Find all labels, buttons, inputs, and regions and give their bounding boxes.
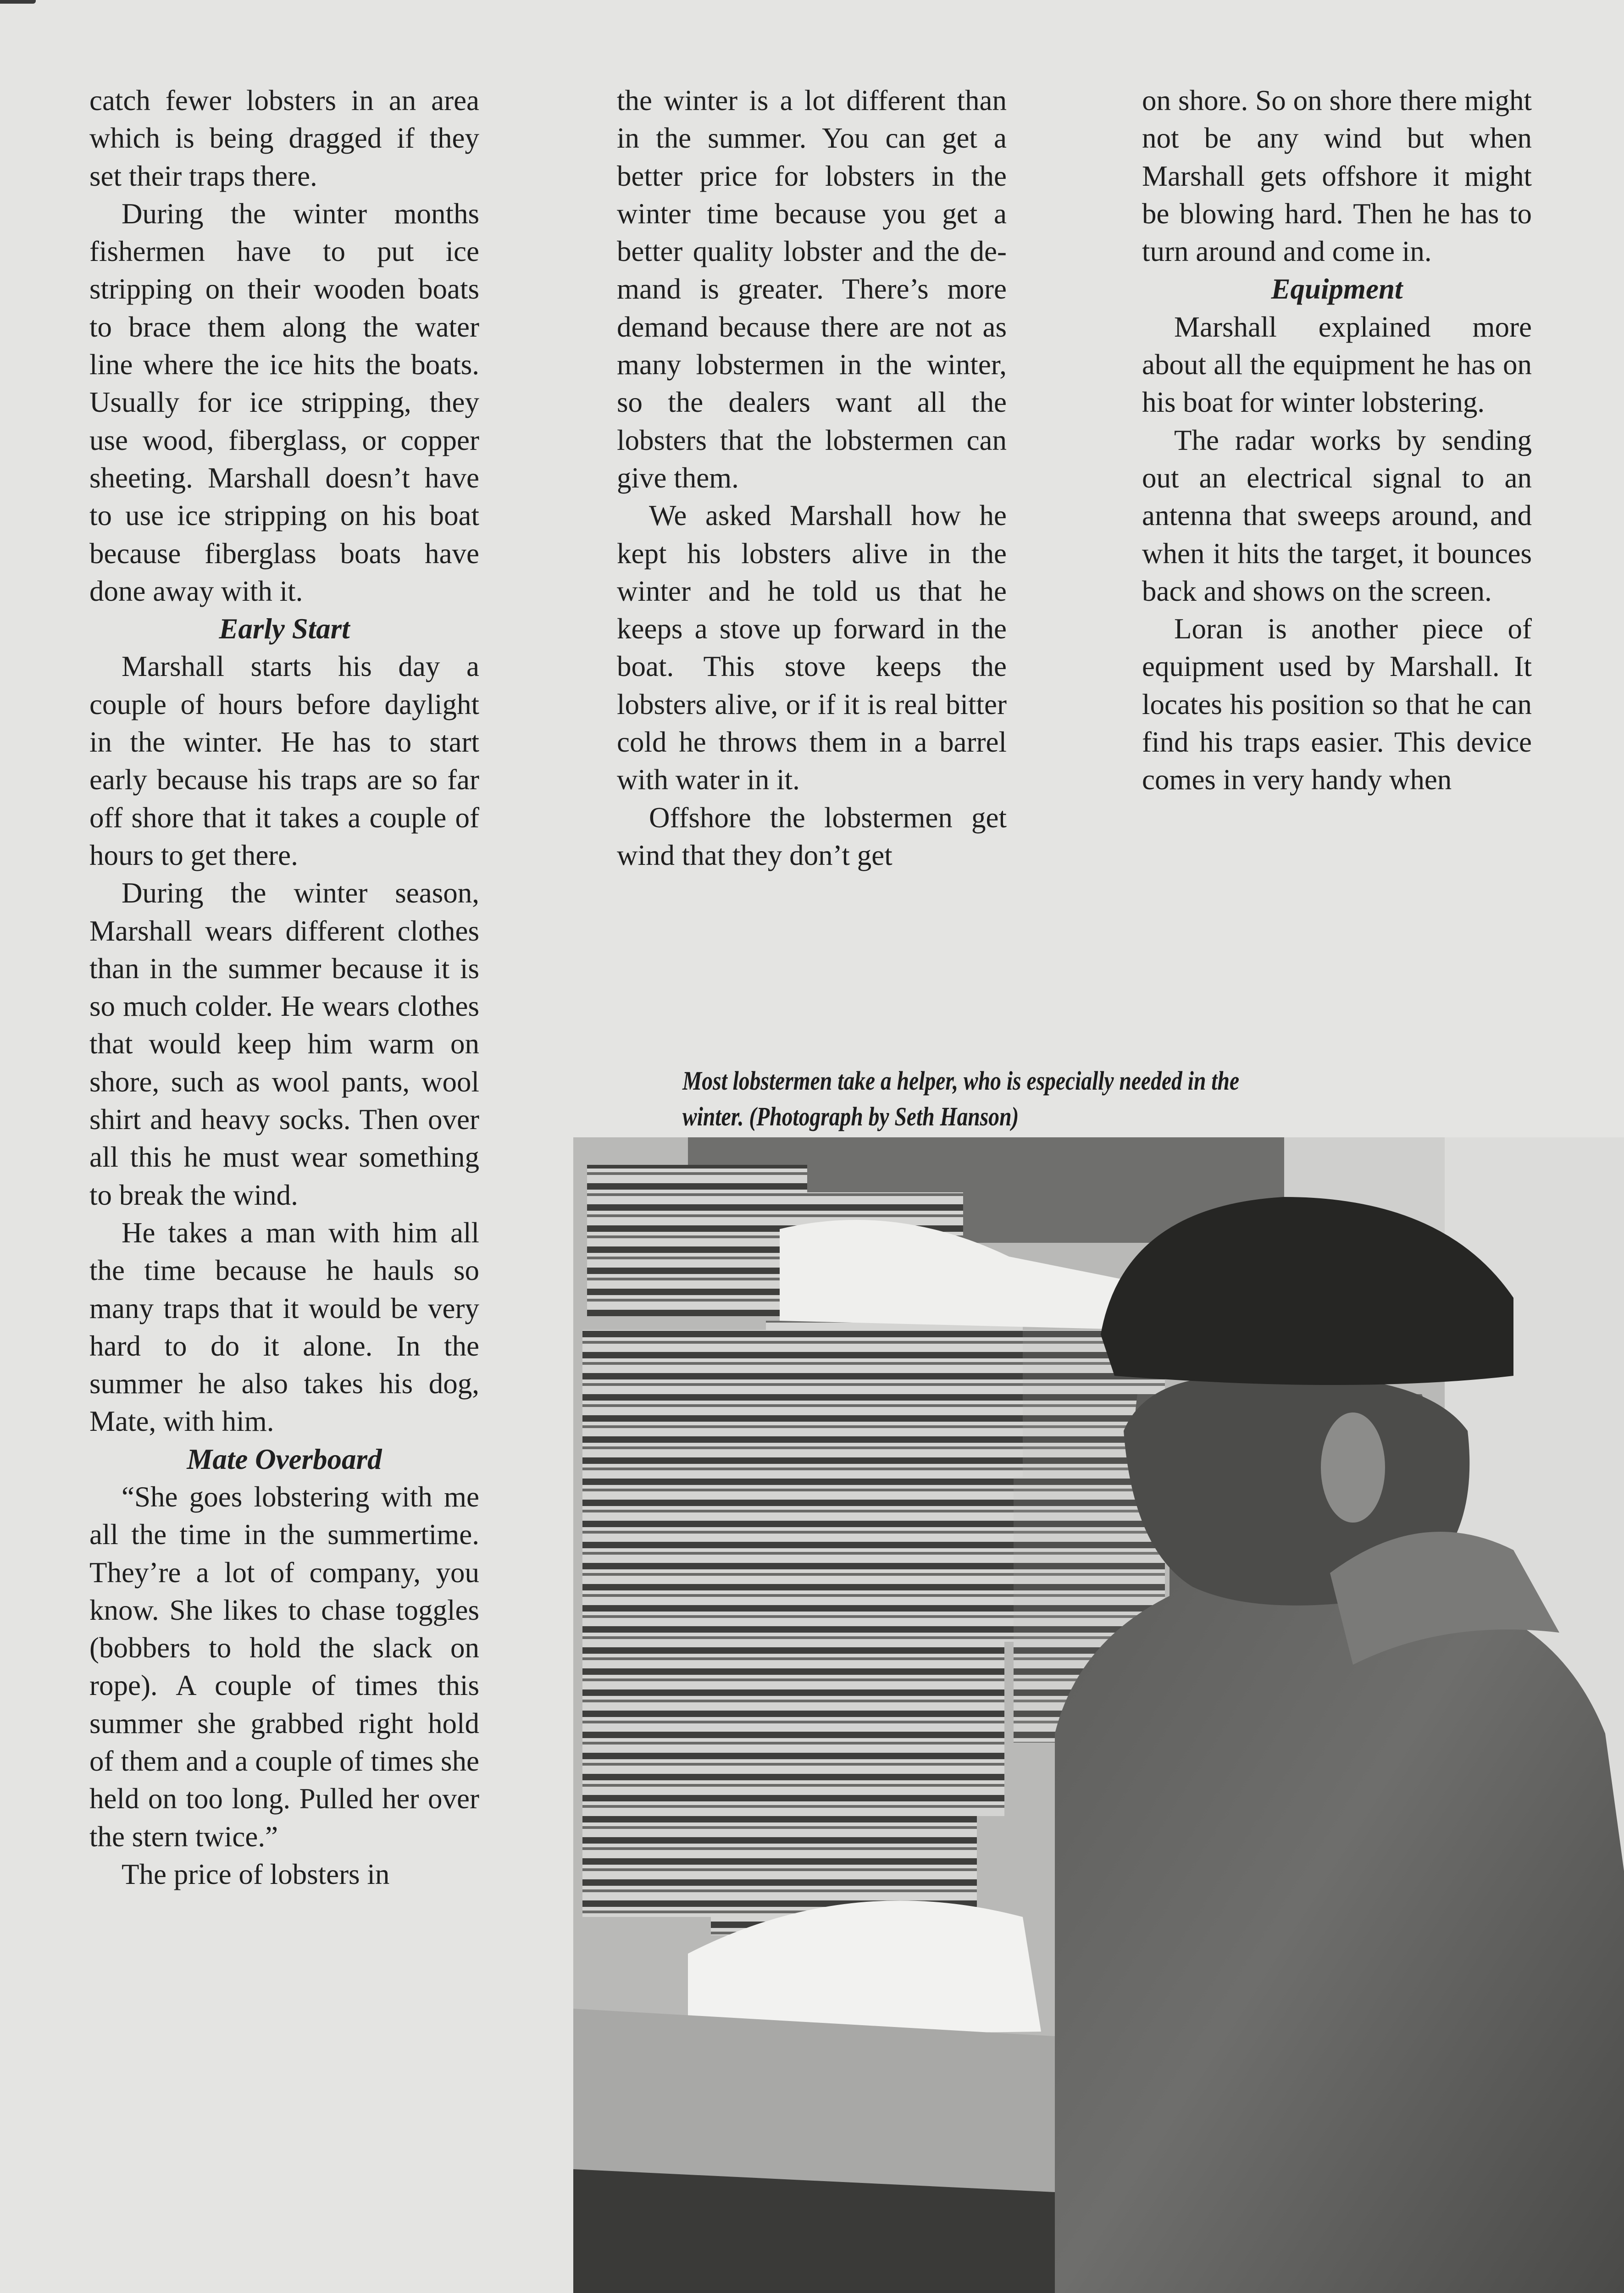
page-corner-mark	[0, 0, 36, 4]
article-column-2	[617, 82, 1007, 874]
photo-caption	[682, 1063, 1536, 1135]
article-paragraph: catch fewer lobsters in an area which is being dragged if they set their traps there.	[89, 84, 479, 192]
article-paragraph: He takes a man with him all the time because he hauls so many traps that it would be very hard to do it alone. In the summer he also takes his dog, Mate, with him.	[89, 1216, 479, 1438]
photo-caption-line-1: Most lobstermen take a helper, who is especially needed in the	[682, 1066, 1240, 1096]
article-paragraph: We asked Marshall how he kept his lobsters alive in the winter and he told us that he keeps a stove up forward in the boat. This stove keeps the lobsters alive, or if it is real bitter cold he throws them in a barrel with water in it.	[617, 499, 1007, 796]
article-paragraph: the winter is a lot different than in the summer. You can get a better price for lobsters in the winter time because you get a better quality lobster and the demand is greater. There’s more demand because there are not as many lobstermen in the winter, so the dealers want all the lobsters that the lobstermen can give them.	[617, 84, 1007, 494]
article-column-3	[1142, 82, 1532, 799]
ear	[1321, 1412, 1385, 1523]
section-subheading: Mate Overboard	[187, 1443, 382, 1475]
section-subheading: Early Start	[219, 613, 350, 645]
article-paragraph: During the winter season, Marshall wears different clothes than in the summer because it is so much colder. He wears clothes that would keep him warm on shore, such as wool pants, wool shirt and heavy socks. Then over all this he must wear something to break the wind.	[89, 877, 479, 1211]
article-paragraph: Offshore the lobstermen get wind that they don’t get	[617, 801, 1007, 871]
article-paragraph: The price of lobsters in	[122, 1858, 390, 1890]
photograph-illustration	[573, 1137, 1624, 2293]
section-subheading: Equipment	[1271, 273, 1403, 305]
article-paragraph: on shore. So on shore there might not be any wind but when Marshall gets offshore it might be blowing hard. Then he has to turn around and come in.	[1142, 84, 1532, 268]
article-paragraph: During the winter months fishermen have to put ice stripping on their wooden boats to brace them along the water line where the ice hits the boats. Usually for ice stripping, they use wood, fiberglass, or copper sheeting. Marshall doesn’t have to use ice stripping on his boat because fiberglass boats have done away with it.	[89, 197, 479, 607]
photo-caption-line-2: winter. (Photograph by Seth Hanson)	[682, 1102, 1019, 1131]
article-paragraph: Marshall explained more about all the equipment he has on his boat for winter lobstering.	[1142, 310, 1532, 419]
article-paragraph: Marshall starts his day a couple of hours before daylight in the winter. He has to start early because his traps are so far off shore that it takes a couple of hours to get there.	[89, 650, 479, 871]
wooden-plank	[573, 2009, 1055, 2192]
lobsterman-photograph	[573, 1137, 1624, 2293]
article-paragraph: The radar works by sending out an electrical signal to an antenna that sweeps around, and when it hits the target, it bounces back and shows on the screen.	[1142, 424, 1532, 607]
article-paragraph: Loran is another piece of equipment used by Marshall. It locates his position so that he can find his traps easier. This device comes in very handy when	[1142, 613, 1532, 796]
article-paragraph: “She goes lobstering with me all the time in the summertime. They’re a lot of company, you know. She likes to chase toggles (bobbers to hold the slack on rope). A couple of times this summer she grabbed right hold of them and a couple of times she held on too long. Pulled her over the stern twice.”	[89, 1480, 479, 1853]
article-column-1	[89, 82, 479, 1893]
